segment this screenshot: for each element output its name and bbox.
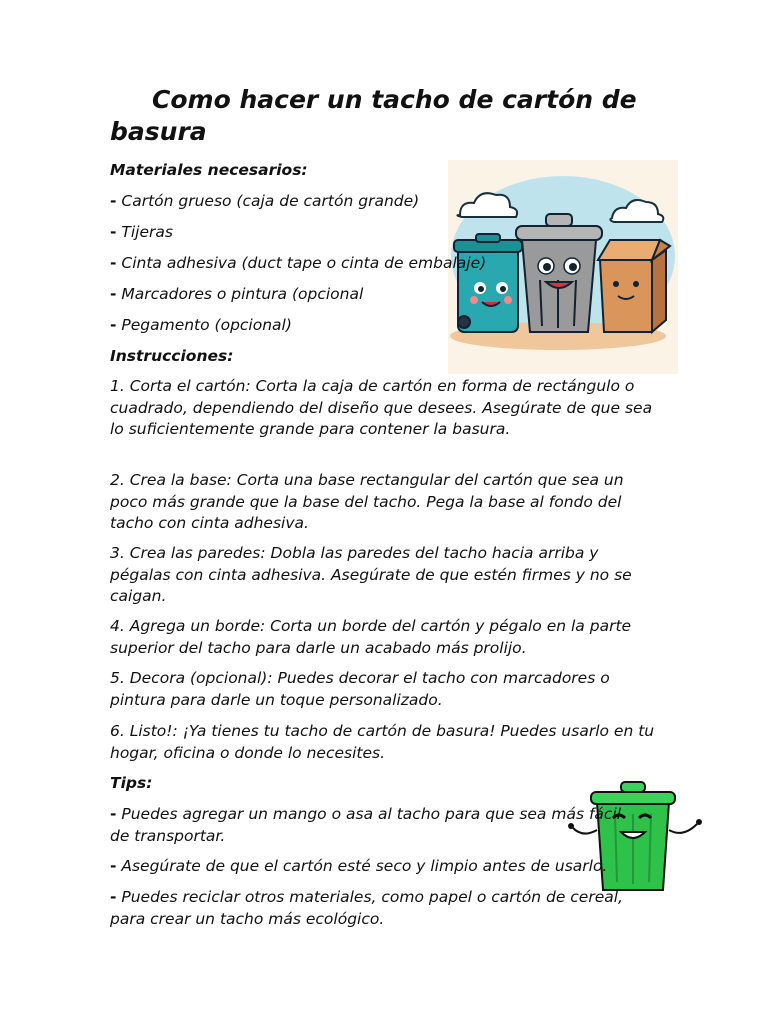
tip-item: - Puedes agregar un mango o asa al tacho para que sea más fácil de transportar. bbox=[110, 805, 622, 845]
tips-heading: Tips: bbox=[110, 774, 153, 792]
instructions-heading: Instrucciones: bbox=[110, 347, 234, 365]
materials-item: - Cartón grueso (caja de cartón grande) bbox=[110, 192, 420, 210]
instruction-step: 2. Crea la base: Corta una base rectangular del cartón que sea un poco más grande que la base del tacho. Pega la base al fondo del tacho con cinta adhesiva. bbox=[110, 471, 624, 532]
instruction-step: 4. Agrega un borde: Corta un borde del cartón y pégalo en la parte superior del tacho para darle un acabado más prolijo. bbox=[110, 617, 632, 657]
page-title: Como hacer un tacho de cartón de basura bbox=[110, 85, 637, 146]
instruction-step: 6. Listo!: ¡Ya tienes tu tacho de cartón de basura! Puedes usarlo en tu hogar, oficina o donde lo necesites. bbox=[110, 722, 655, 762]
instruction-step: 5. Decora (opcional): Puedes decorar el tacho con marcadores o pintura para darle un toque personalizado. bbox=[110, 669, 610, 709]
instruction-step: 1. Corta el cartón: Corta la caja de cartón en forma de rectángulo o cuadrado, dependiendo del diseño que desees. Asegúrate de que sea lo suficientemente grande para contener la basura. bbox=[110, 377, 653, 438]
instruction-step: 3. Crea las paredes: Dobla las paredes del tacho hacia arriba y pégalas con cinta adhesiva. Asegúrate de que estén firmes y no se caigan. bbox=[110, 544, 632, 605]
tip-item: - Asegúrate de que el cartón esté seco y limpio antes de usarlo. bbox=[110, 857, 608, 875]
materials-item: - Marcadores o pintura (opcional bbox=[110, 285, 364, 303]
materials-item: - Pegamento (opcional) bbox=[110, 316, 292, 334]
tip-item: - Puedes reciclar otros materiales, como papel o cartón de cereal, para crear un tacho más ecológico. bbox=[110, 888, 623, 928]
materials-heading: Materiales necesarios: bbox=[110, 161, 308, 179]
materials-item: - Cinta adhesiva (duct tape o cinta de embalaje) bbox=[110, 254, 487, 272]
materials-item: - Tijeras bbox=[110, 223, 173, 241]
